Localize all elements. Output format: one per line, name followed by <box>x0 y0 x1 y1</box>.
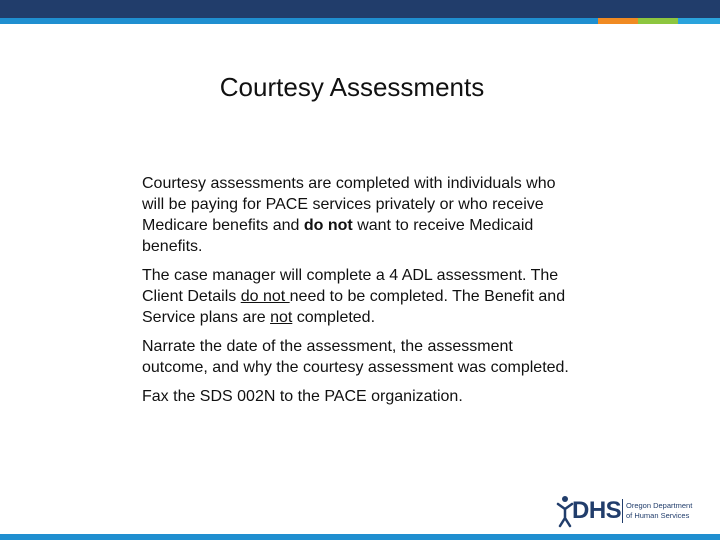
slide-body <box>142 173 572 415</box>
logo-wordmark: DHS <box>572 497 622 524</box>
paragraph-narrate: Narrate the date of the assessment, the assessment outcome, and why the courtesy assessment was completed. <box>142 338 569 376</box>
stripe-green <box>638 18 678 24</box>
underline-not: not <box>270 309 293 326</box>
text-run: need to be completed. The Benefit and Service plans are <box>142 288 566 326</box>
header-band <box>0 0 720 18</box>
text-run: The case manager will complete a 4 ADL assessment. The Client Details <box>142 267 559 305</box>
footer-band <box>0 534 720 540</box>
stripe-lightblue <box>678 18 720 24</box>
dhs-logo <box>556 493 706 529</box>
logo-divider <box>622 499 623 523</box>
paragraph-fax: Fax the SDS 002N to the PACE organization. <box>142 388 463 405</box>
logo-line-2: of Human Services <box>626 511 690 520</box>
stripe-blue <box>0 18 598 24</box>
text-run: want to receive Medicaid benefits. <box>142 217 534 255</box>
emphasis-do-not: do not <box>303 217 353 234</box>
paragraph-case-manager <box>142 265 572 328</box>
text-run: completed. <box>292 309 376 326</box>
text-run: Courtesy assessments are completed with individuals who will be paying for PACE services privately or who receive Medicare benefits and <box>142 175 556 234</box>
header-stripes <box>0 18 720 24</box>
stripe-orange <box>598 18 638 24</box>
logo-line-1: Oregon Department <box>626 501 693 510</box>
underline-do-not: do not <box>240 288 290 305</box>
slide-title: Courtesy Assessments <box>219 72 485 102</box>
paragraph-courtesy-definition <box>142 173 572 257</box>
logo-agency-name <box>626 501 692 521</box>
